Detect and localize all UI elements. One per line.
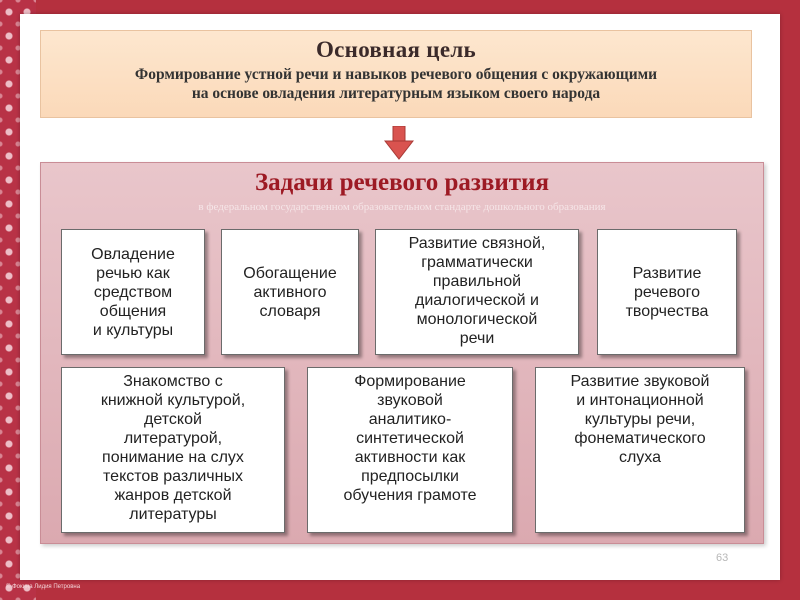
task-card — [307, 367, 513, 533]
task-card — [535, 367, 745, 533]
task-card-text: Знакомство с книжной культурой, детской литературой, понимание на слух текстов различных жанров детской литературы — [100, 373, 246, 523]
main-goal-text: Формирование устной речи и навыков речевого общения с окружающими на основе овладения литературным языком своего народа — [134, 66, 658, 102]
footer-credit: © Фокина Лидия Петровна — [6, 584, 81, 590]
tasks-subtitle: в федеральном государственном образовательном стандарте дошкольного образования — [198, 201, 606, 213]
task-card — [221, 229, 359, 355]
task-card-text: Развитие связной, грамматически правильной диалогической и монологической речи — [408, 235, 546, 347]
main-goal-title: Основная цель — [315, 37, 477, 62]
task-card — [375, 229, 579, 355]
task-card-text: Развитие звуковой и интонационной культуры речи, фонематического слуха — [570, 373, 710, 466]
page-number: 63 — [716, 552, 729, 564]
task-card-text: Развитие речевого творчества — [625, 264, 709, 320]
down-arrow-icon — [384, 126, 414, 160]
main-goal-box — [40, 30, 752, 118]
task-card-text: Обогащение активного словаря — [243, 264, 337, 320]
task-card-text: Овладение речью как средством общения и культуры — [91, 245, 175, 339]
task-card-text: Формирование звуковой аналитико- синтетической активности как предпосылки обучения грамоте — [343, 373, 477, 504]
task-card — [61, 367, 285, 533]
tasks-panel — [40, 162, 764, 544]
tasks-title: Задачи речевого развития — [254, 169, 550, 196]
task-card — [597, 229, 737, 355]
slide — [20, 14, 780, 580]
task-card — [61, 229, 205, 355]
